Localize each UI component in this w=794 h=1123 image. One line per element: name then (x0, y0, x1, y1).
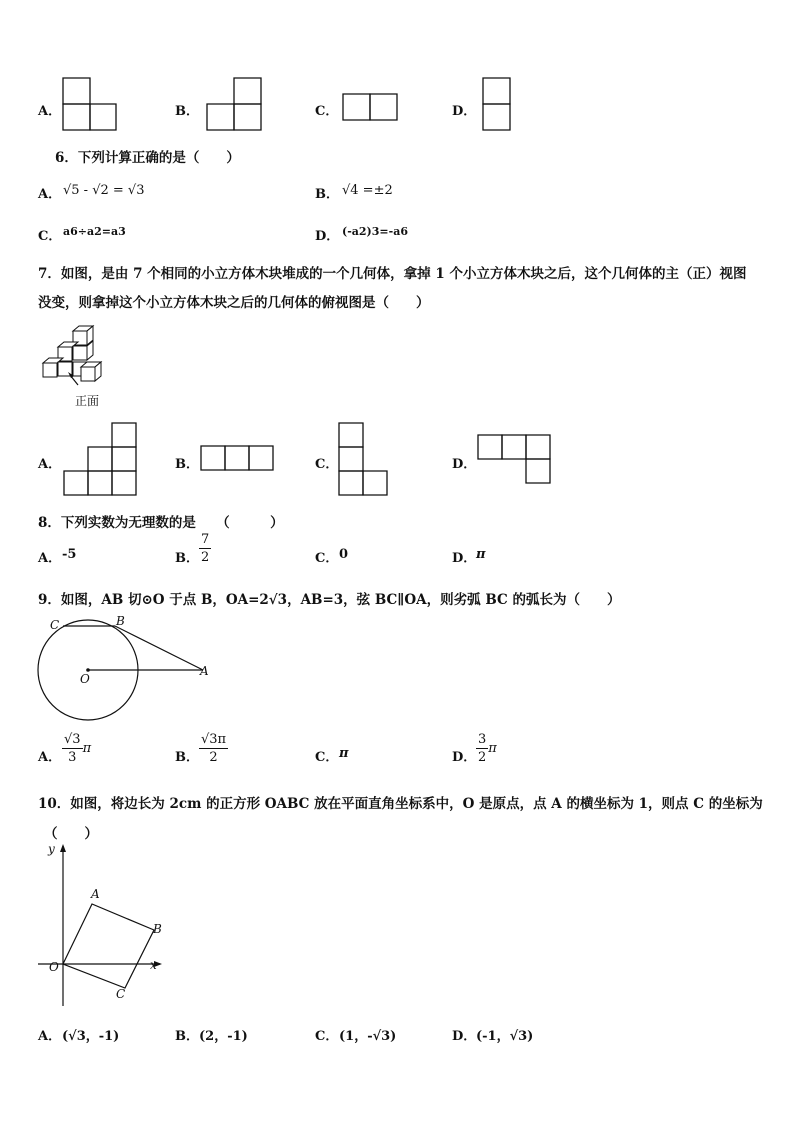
q9-stem: 9．如图，AB 切⊙O 于点 B，OA=2√3，AB=3，弦 BC∥OA，则劣弧 BC 的弧长为（ ） (38, 592, 621, 608)
q9-option-a-label: A． (38, 750, 62, 765)
q6-option-c-expr: a6÷a2=a3 (63, 225, 126, 238)
q10-stem-line1: 10．如图，将边长为 2cm 的正方形 OABC 放在平面直角坐标系中，O 是原点，点 A 的横坐标为 1，则点 C 的坐标为 (38, 796, 763, 812)
q5-option-a-label: A． (38, 104, 62, 119)
q7-option-c-label: C． (315, 457, 339, 472)
q7-option-d-label: D． (452, 457, 477, 472)
q8-stem: 8．下列实数为无理数的是 （ ） (38, 515, 284, 531)
q6-stem: 6．下列计算正确的是（ ） (55, 150, 240, 166)
q9-option-b-label: B． (175, 750, 199, 765)
q7-option-a-label: A． (38, 457, 62, 472)
q6-option-b-expr: √4 =±2 (342, 183, 393, 198)
q8-option-a-label: A． (38, 551, 62, 566)
q10-label-x: x (150, 958, 157, 972)
q10-stem-line2: （ ） (44, 826, 98, 842)
q6-option-b-label: B． (315, 187, 339, 202)
q8-option-b-label: B． (175, 551, 199, 566)
q9-d-denominator: 2 (478, 750, 487, 765)
q10-option-a-label: A． (38, 1029, 62, 1044)
q9-label-o: O (80, 672, 90, 686)
q6-option-a-expr: √5 - √2 = √3 (63, 183, 145, 198)
q10-option-d-label: D． (452, 1029, 477, 1044)
q7-option-d-figure (476, 434, 554, 486)
q10-option-b-value: (2，-1) (199, 1029, 248, 1044)
q9-label-c: C (50, 618, 60, 632)
q7-stem-line2: 没变，则拿掉这个小立方体木块之后的几何体的俯视图是（ ） (38, 295, 430, 311)
q10-label-b: B (153, 922, 162, 936)
q9-b-numerator: √3π (201, 732, 227, 747)
q9-option-d-expr (476, 733, 497, 764)
q9-circle-tangent-figure (36, 614, 216, 724)
q8-option-c-value: 0 (339, 547, 349, 562)
q8-option-c-label: C． (315, 551, 339, 566)
q10-label-a: A (91, 887, 100, 901)
q9-option-c-label: C． (315, 750, 339, 765)
q10-option-d-value: (-1，√3) (476, 1029, 534, 1044)
q10-label-c: C (116, 987, 126, 1001)
q10-option-a-value: (√3，-1) (62, 1029, 120, 1044)
q9-a-numerator: √3 (64, 732, 81, 747)
q10-option-c-label: C． (315, 1029, 339, 1044)
q5-option-c-label: C． (315, 104, 339, 119)
q6-option-a-label: A． (38, 187, 62, 202)
q8-option-d-value: π (476, 547, 486, 562)
q10-option-b-label: B． (175, 1029, 199, 1044)
q6-option-d-expr: (-a2)3=-a6 (342, 225, 408, 238)
q8-option-a-value: -5 (62, 547, 77, 562)
q8-option-b-fraction (199, 533, 211, 564)
q7-option-b-figure (199, 445, 277, 473)
q10-coordinate-figure (36, 842, 166, 1012)
q9-a-denominator: 3 (68, 750, 77, 765)
q7-figure-caption: 正面 (75, 394, 100, 408)
q9-option-c-value: π (339, 746, 349, 761)
q10-option-c-value: (1，-√3) (339, 1029, 397, 1044)
q7-option-a-figure (62, 422, 140, 498)
q9-label-a: A (200, 664, 209, 678)
q5-option-c-figure (342, 93, 398, 123)
q8-option-d-label: D． (452, 551, 477, 566)
q7-option-b-label: B． (175, 457, 199, 472)
q9-a-pi: π (82, 741, 92, 756)
q9-d-pi: π (488, 741, 497, 756)
q9-option-a-expr (62, 733, 91, 764)
q9-label-b: B (116, 614, 125, 628)
q7-stem-line1: 7．如图，是由 7 个相同的小立方体木块堆成的一个几何体，拿掉 1 个小立方体木块之后，这个几何体的主（正）视图 (38, 266, 747, 282)
q9-d-numerator: 3 (478, 732, 487, 747)
q10-label-y: y (48, 842, 55, 856)
q6-option-c-label: C． (38, 229, 62, 244)
q8-b-numerator: 7 (201, 532, 210, 547)
q5-option-b-figure (206, 77, 264, 133)
q9-b-denominator: 2 (209, 750, 218, 765)
q6-option-d-label: D． (315, 229, 340, 244)
q8-b-denominator: 2 (201, 550, 210, 565)
q9-option-b-expr (199, 733, 228, 764)
q9-option-d-label: D． (452, 750, 477, 765)
q5-option-b-label: B． (175, 104, 199, 119)
q5-option-d-label: D． (452, 104, 477, 119)
q5-option-a-figure (62, 77, 118, 133)
q7-option-c-figure (338, 422, 392, 498)
q5-option-d-figure (482, 77, 512, 133)
q10-label-o: O (49, 960, 59, 974)
